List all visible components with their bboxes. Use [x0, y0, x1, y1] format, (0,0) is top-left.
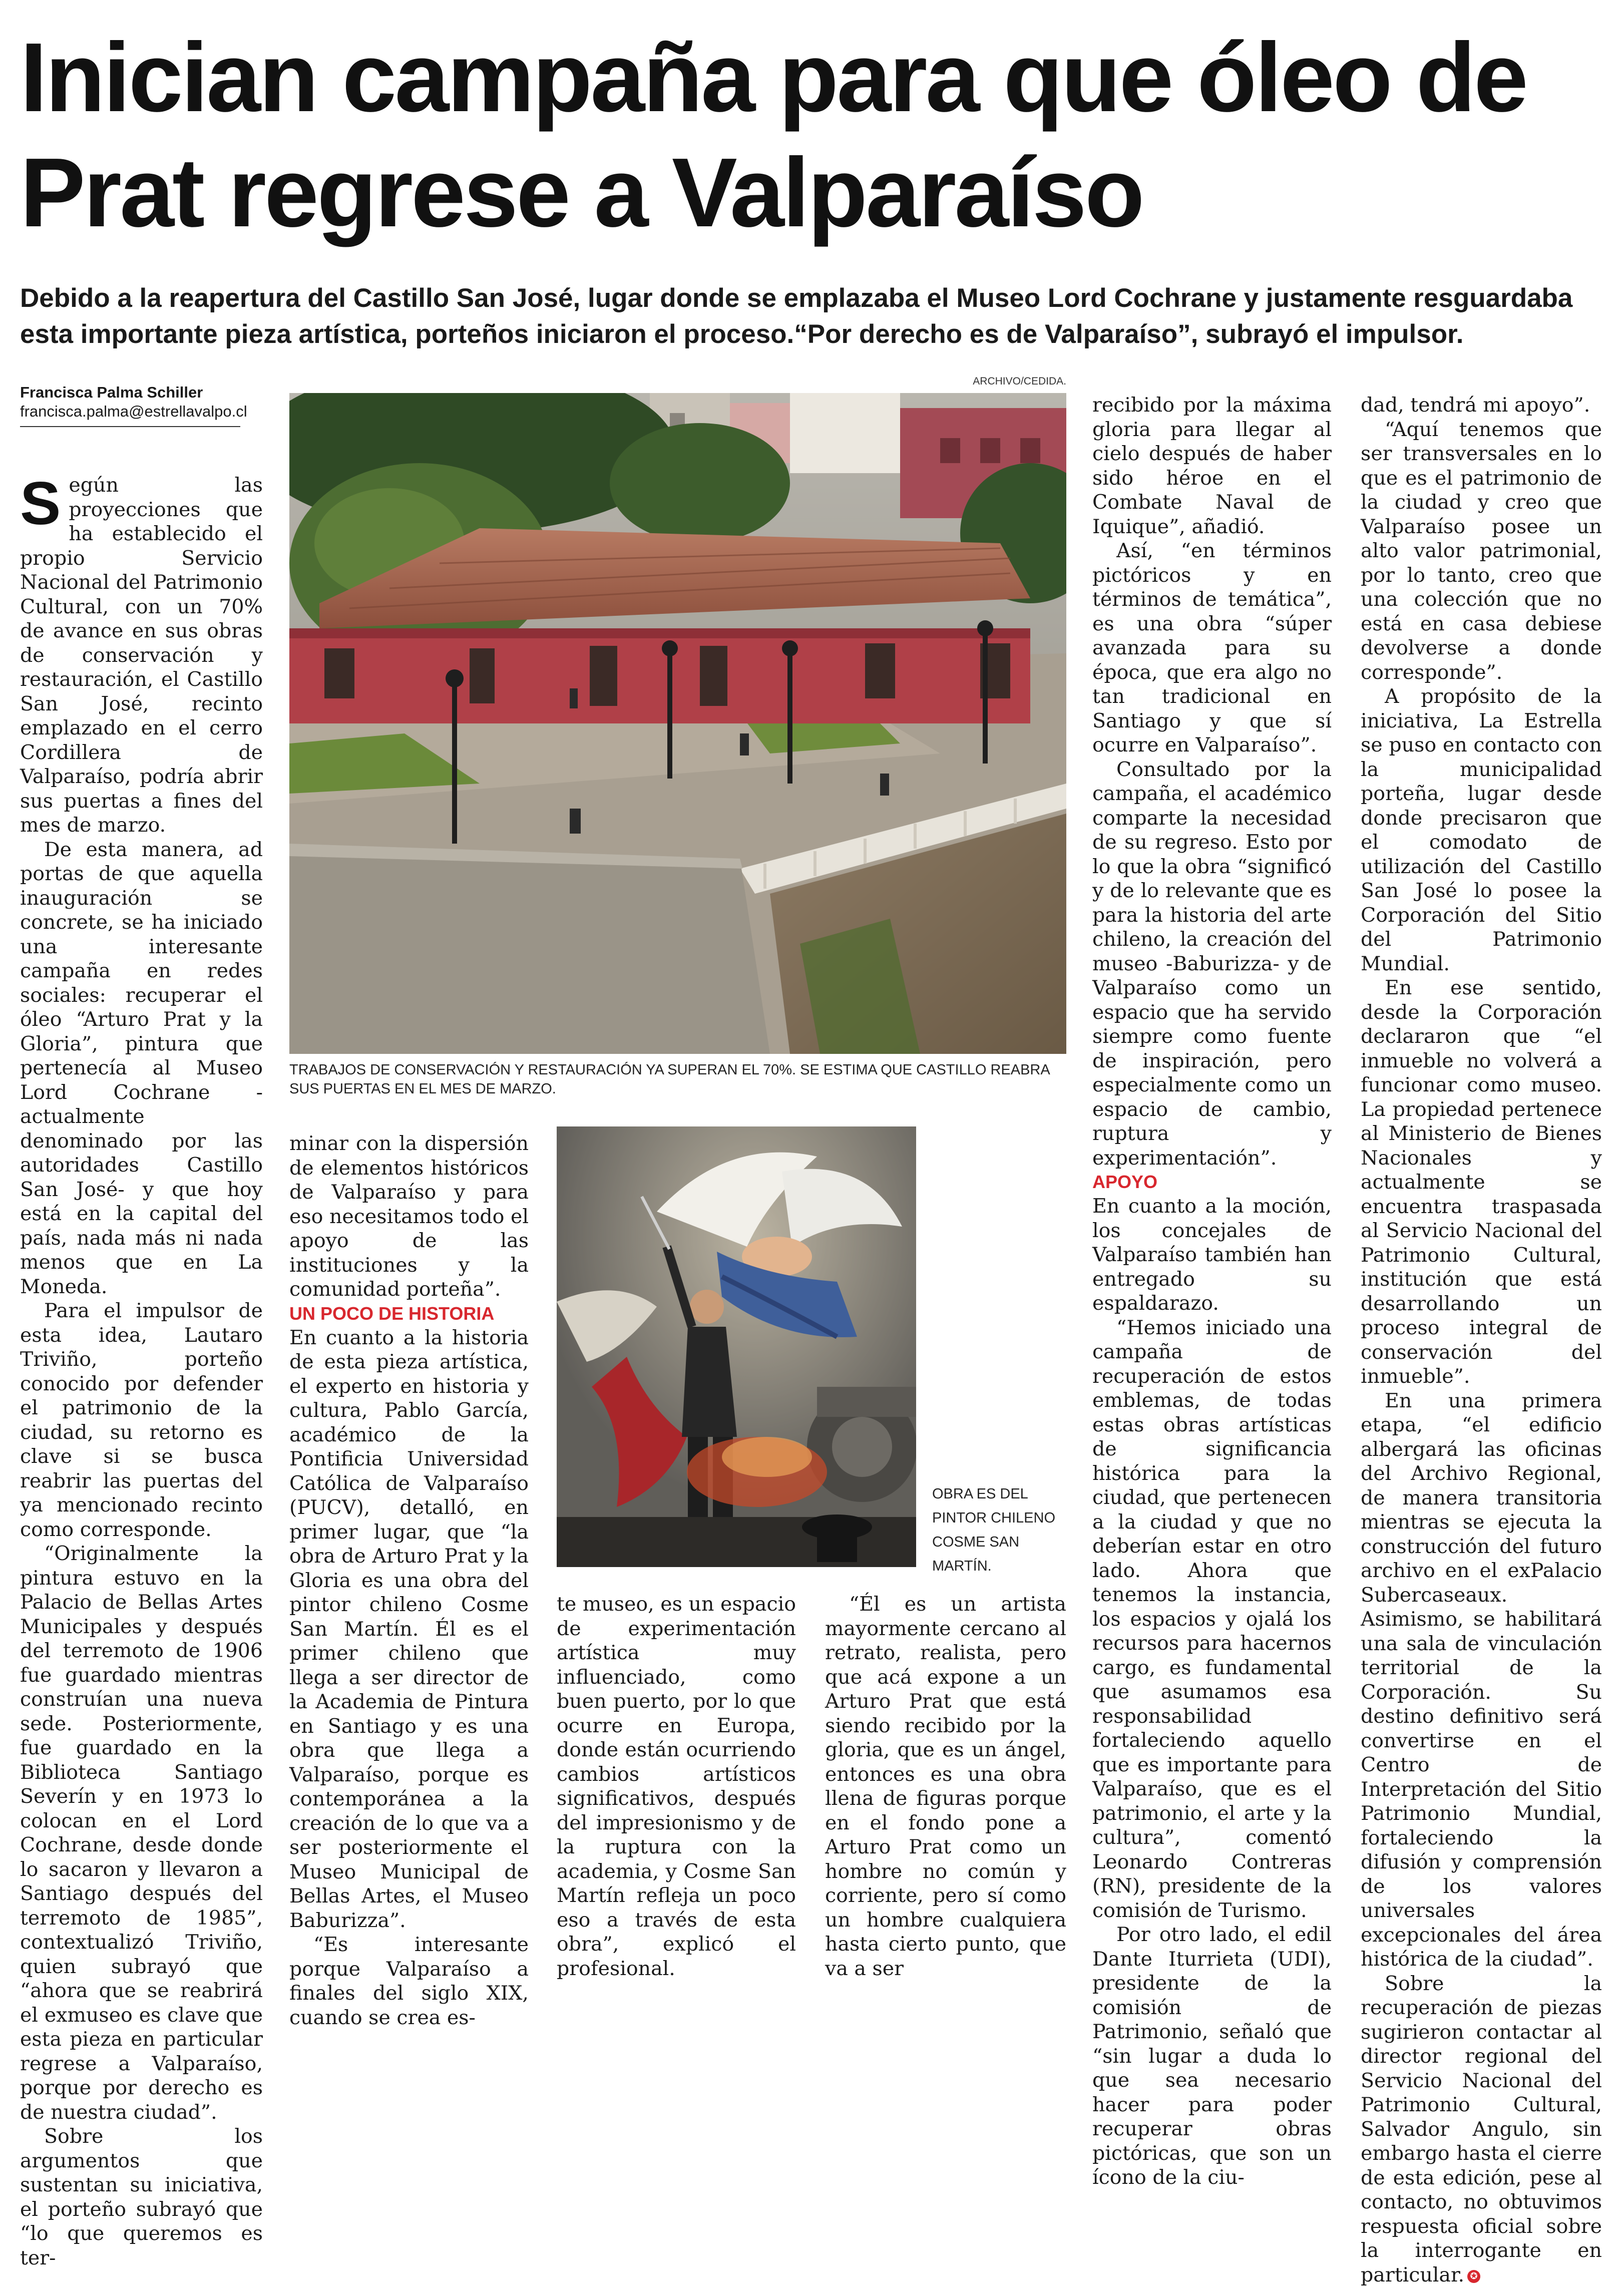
- paragraph: “Es interesante porque Valparaíso a finales del siglo XIX, cuando se crea es-: [289, 1933, 529, 2030]
- paragraph: En una primera etapa, “el edificio albergará las oficinas del Archivo Regional, de manera transitoria mientras se ejecuta la construcción del futuro archivo en el exPalacio Subercaseaux. Asimismo, se habilitará una sala de vinculación territorial de la Corporación. Su destino definitivo será convertirse en el Centro de Interpretación del Sitio Patrimonio Mundial, fortaleciendo la difusión y comprensión de los valores universales excepcionales del área histórica de la ciudad”.: [1361, 1389, 1602, 1972]
- paragraph: Por otro lado, el edil Dante Iturrieta (UDI), presidente de la comisión de Patrimonio, señaló que “sin lugar a duda lo que sea necesario hacer para poder recuperar obras pictóricas, que son un ícono de la ciu-: [1092, 1923, 1332, 2190]
- paragraph: minar con la dispersión de elementos históricos de Valparaíso y para eso necesitamos todo el apoyo de las instituciones y la comunidad porteña”.: [289, 1131, 529, 1302]
- deck: Debido a la reapertura del Castillo San José, lugar donde se emplazaba el Museo Lord Cochrane y justamente resguardaba esta importante pieza artística, porteños iniciaron el proceso.“Por derecho es de Valparaíso”, subrayó el impulsor.: [20, 280, 1597, 352]
- paragraph: Para el impulsor de esta idea, Lautaro Triviño, porteño conocido por defender el patrimonio de la ciudad, su retorno es clave si se busca reabrir las puertas del ya mencionado recinto como corresponde.: [20, 1299, 263, 1542]
- column-3: [557, 1592, 796, 1981]
- painting-photo: [557, 1126, 916, 1567]
- paragraph: Sobre los argumentos que sustentan su iniciativa, el porteño subrayó que “lo que queremos es ter-: [20, 2124, 263, 2270]
- paragraph: En cuanto a la moción, los concejales de Valparaíso también han entregado su espaldarazo.: [1092, 1194, 1332, 1316]
- column-6: [1361, 393, 1602, 2287]
- byline: [20, 383, 240, 427]
- paragraph: En ese sentido, desde la Corporación declararon que “el inmueble no volverá a funcionar como museo. La propiedad pertenece al Ministerio de Bienes Nacionales y actualmente se encuentra traspasada al Servicio Nacional del Patrimonio Cultural, institución que está desarrollando un proceso integral de conservación del inmueble”.: [1361, 976, 1602, 1389]
- paragraph: “Originalmente la pintura estuvo en la Palacio de Bellas Artes Municipales y después del terremoto de 1906 fue guardado mientras construían una nueva sede. Posteriormente, fue guardado en la Biblioteca Santiago Severín y en 1973 lo colocan en el Lord Cochrane, desde donde lo sacaron y llevaron a Santiago después del terremoto de 1985”, contextualizó Triviño, quien subrayó que “ahora que se reabrirá el exmuseo es clave que esta pieza en particular regrese a Valparaíso, porque por derecho es de nuestra ciudad”.: [20, 1542, 263, 2124]
- subheading-history: UN POCO DE HISTORIA: [289, 1302, 529, 1326]
- paragraph: A propósito de la iniciativa, La Estrella se puso en contacto con la municipalidad porteña, lugar desde donde precisaron que el comodato de utilización del Castillo San José lo posee la Corporación del Sitio del Patrimonio Mundial.: [1361, 684, 1602, 976]
- end-mark-icon: ✪: [1467, 2270, 1480, 2283]
- byline-email[interactable]: francisca.palma@estrellavalpo.cl: [20, 402, 240, 421]
- headline: Inician campaña para que óleo de Prat regrese a Valparaíso: [20, 20, 1607, 250]
- drop-cap: S: [20, 478, 61, 528]
- column-2: [289, 1131, 529, 2030]
- photo-caption: TRABAJOS DE CONSERVACIÓN Y RESTAURACIÓN YA SUPERAN EL 70%. SE ESTIMA QUE CASTILLO REABRA SUS PUERTAS EN EL MES DE MARZO.: [289, 1060, 1066, 1098]
- paragraph: De esta manera, ad portas de que aquella inauguración se concrete, se ha iniciado una interesante campaña en redes sociales: recuperar el óleo “Arturo Prat y la Gloria”, pintura que pertenecía al Museo Lord Cochrane -actualmente denominado por las autoridades Castillo San José- y que hoy está en la capital del país, nada más ni nada menos que en La Moneda.: [20, 838, 263, 1299]
- paragraph: dad, tendrá mi apoyo”.: [1361, 393, 1602, 418]
- paragraph: te museo, es un espacio de experimentación artística muy influenciado, como buen puerto, por lo que ocurre en Europa, donde están ocurriendo cambios artísticos significativos, después del impresionismo y de la ruptura con la academia, y Cosme San Martín refleja un poco eso a través de esta obra”, explicó el profesional.: [557, 1592, 796, 1981]
- paragraph: “Hemos iniciado una campaña de recuperación de estos emblemas, de todas estas obras artísticas de significancia histórica para la ciudad, que pertenecen a la ciudad y que no deberían estar en otro lado. Ahora que tenemos la instancia, los espacios y ojalá los recursos para hacernos cargo, es fundamental que asumamos esa responsabilidad fortaleciendo aquello que es importante para Valparaíso, que es el patrimonio, el arte y la cultura”, comentó Leonardo Contreras (RN), presidente de la comisión de Turismo.: [1092, 1316, 1332, 1923]
- paragraph: “Aquí tenemos que ser transversales en lo que es el patrimonio de la ciudad y creo que Valparaíso posee un alto valor patrimonial, por lo tanto, creo que una colección que no está en casa debiese devolverse a donde corresponde”.: [1361, 418, 1602, 685]
- paragraph: En cuanto a la historia de esta pieza artística, el experto en historia y cultura, Pablo García, académico de la Pontificia Universidad Católica de Valparaíso (PUCV), detalló, en primer lugar, que “la obra de Arturo Prat y la Gloria es una obra del pintor chileno Cosme San Martín. Él es el primer chileno que llega a ser director de la Academia de Pintura en Santiago y es una obra que llega a Valparaíso, porque es contemporánea a la creación de lo que va a ser posteriormente el Museo Municipal de Bellas Artes, el Museo Baburizza”.: [289, 1326, 529, 1933]
- photo-credit: ARCHIVO/CEDIDA.: [961, 375, 1066, 388]
- column-1: [20, 473, 263, 2270]
- byline-name: Francisca Palma Schiller: [20, 383, 240, 402]
- subheading-apoyo: APOYO: [1092, 1170, 1332, 1194]
- paragraph: Consultado por la campaña, el académico comparte la necesidad de su regreso. Esto por lo que la obra “significó y de lo relevante que es para la historia del arte chileno, la creación del museo -Baburizza- y de Valparaíso como un espacio que ha servido siempre como fuente de inspiración, pero especialmente como un espacio de cambio, ruptura y experimentación”.: [1092, 757, 1332, 1171]
- paragraph: recibido por la máxima gloria para llegar al cielo después de haber sido héroe en el Combate Naval de Iquique”, añadió.: [1092, 393, 1332, 539]
- paragraph: Sobre la recuperación de piezas sugirieron contactar al director regional del Servicio Nacional del Patrimonio Cultural, Salvador Angulo, sin embargo hasta el cierre de esta edición, pese al contacto, no obtuvimos respuesta oficial sobre la interrogante en particular. ✪: [1361, 1972, 1602, 2287]
- painting-caption: OBRA ES DEL PINTOR CHILENO COSME SAN MARTÍN.: [932, 1482, 1067, 1578]
- paragraph: “Él es un artista mayormente cercano al retrato, realista, pero que acá expone a un Arturo Prat que está siendo recibido por la gloria, que es un ángel, entonces es una obra llena de figuras porque en el fondo pone a Arturo Prat como un hombre no común y corriente, pero sí como un hombre cualquiera hasta cierto punto, que va a ser: [825, 1592, 1066, 1981]
- castle-photo: [289, 393, 1066, 1054]
- paragraph: Así, “en términos pictóricos y en términos de temática”, es una obra “súper avanzada para su época, que era algo no tan tradicional en Santiago y que sí ocurre en Valparaíso”.: [1092, 539, 1332, 757]
- paragraph: Según las proyecciones que ha establecido el propio Servicio Nacional del Patrimonio Cultural, con un 70% de avance en sus obras de conservación y restauración, el Castillo San José, recinto emplazado en el cerro Cordillera de Valparaíso, podría abrir sus puertas a fines del mes de marzo.: [20, 473, 263, 838]
- column-4: [825, 1592, 1066, 1981]
- column-5: [1092, 393, 1332, 2190]
